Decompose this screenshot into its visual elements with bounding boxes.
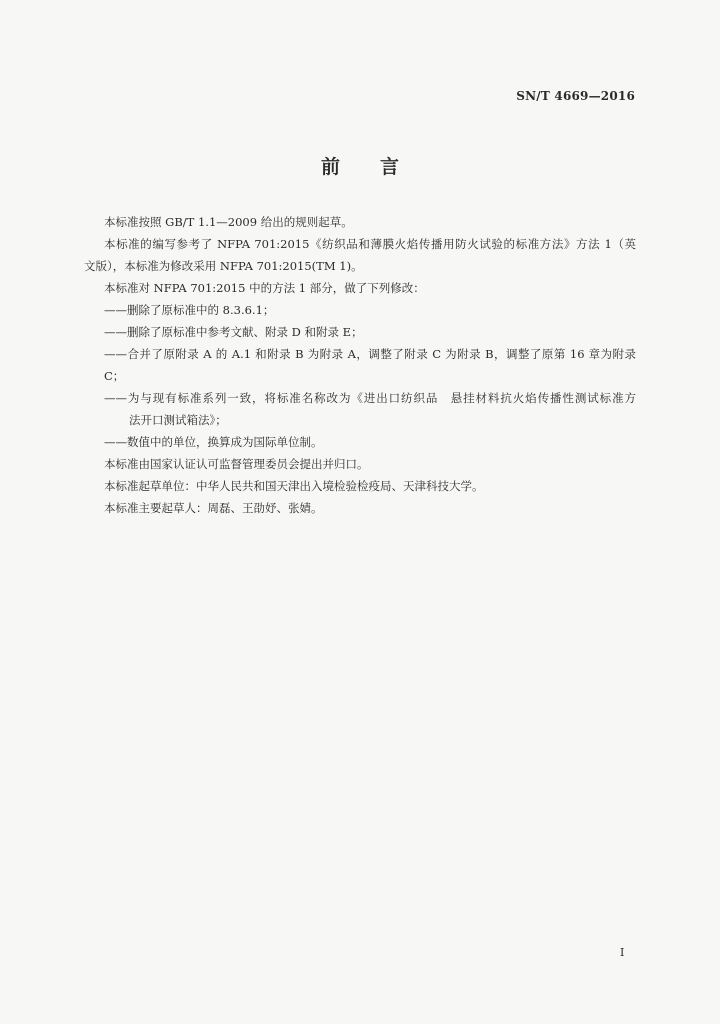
modification-item-4-line-2: 法开口测试箱法》； bbox=[129, 413, 227, 427]
page-number: I bbox=[620, 946, 625, 959]
paragraph-drafting-rules: 本标准按照 GB/T 1.1—2009 给出的规则起草。 bbox=[104, 215, 353, 229]
paragraph-drafting-units: 本标准起草单位：中华人民共和国天津出入境检验检疫局、天津科技大学。 bbox=[104, 479, 484, 493]
page-title: 前言 bbox=[320, 156, 439, 178]
paragraph-reference-line-1: 本标准的编写参考了 NFPA 701:2015《纺织品和薄膜火焰传播用防火试验的标准方法》方法 1（英 bbox=[104, 237, 636, 251]
foreword-body bbox=[84, 211, 636, 519]
modification-item-1: ——删除了原标准中的 8.3.6.1； bbox=[104, 303, 275, 317]
paragraph-proposer: 本标准由国家认证认可监督管理委员会提出并归口。 bbox=[104, 457, 369, 471]
paragraph-reference-line-2: 文版），本标准为修改采用 NFPA 701:2015(TM 1)。 bbox=[84, 259, 363, 273]
modification-item-3: ——合并了原附录 A 的 A.1 和附录 B 为附录 A，调整了附录 C 为附录 B，调整了原第 16 章为附录 C； bbox=[104, 347, 636, 383]
modification-item-4-line-1: ——为与现有标准系列一致，将标准名称改为《进出口纺织品 悬挂材料抗火焰传播性测试标准方 bbox=[104, 391, 636, 405]
standard-code: SN/T 4669—2016 bbox=[516, 89, 635, 103]
modification-item-2: ——删除了原标准中参考文献、附录 D 和附录 E； bbox=[104, 325, 363, 339]
modification-item-5: ——数值中的单位，换算成为国际单位制。 bbox=[104, 435, 323, 449]
paragraph-drafters: 本标准主要起草人：周磊、王劭妤、张婧。 bbox=[104, 501, 323, 515]
paragraph-modifications-intro: 本标准对 NFPA 701:2015 中的方法 1 部分，做了下列修改： bbox=[104, 281, 425, 295]
